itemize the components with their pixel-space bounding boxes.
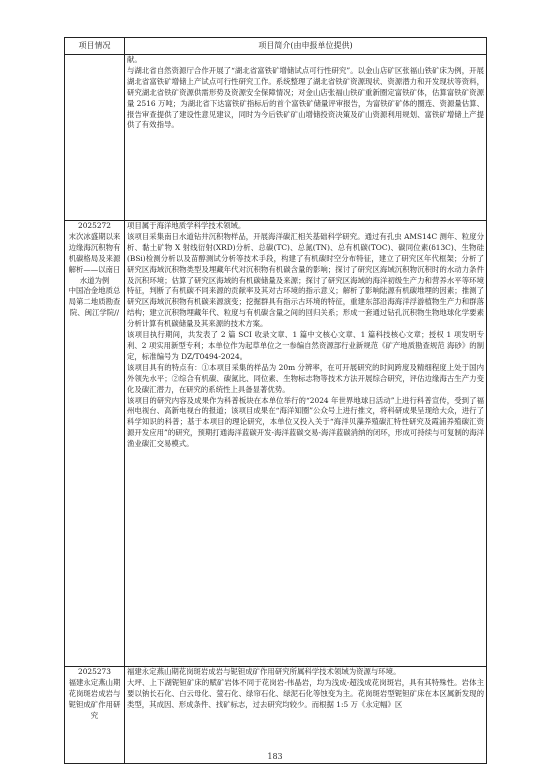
table-header-row [65,38,487,55]
summary-paragraph: 该项目采集南日水道钻井沉积物样品，开展海洋碳汇相关基础科学研究。通过有孔虫 AMS14C 测年、粒度分析、黏土矿物 X 射线衍射(XRD)分析、总碳(TC)、总氮(TN)、总有机碳(TOC)、碳同位素(δ13C)、生物硅(BSi)检测分析以及苗醇测试分析等技术手段，构建了有机碳时空分布特征，建立了研究区年代框架；分析了研究区海域沉积物类型及埋藏年代对沉积物有机碳含量的影响；探讨了研究区海域沉积物沉积时的水动力条件及沉积环境；估算了研究区海域的有机碳储量及来源；探讨了研究区海域的海洋初级生产力和营养水平等环境特征，判断了有机碳不同来源的贡献率及其对古环境的指示意义；解析了影响陆源有机碳堆埋的因素；推测了研究区海域沉积物有机碳来源演变；挖掘群具有指示古环境的特征，重建东部沿海海洋浮游植物生产力和群落结构；建立沉积物埋藏年代、粒度与有机碳含量之间的回归关系；形成一套通过钻孔沉积物生物地球化学要素分析计算有机碳储量及其来源的技术方案。 [127,231,484,329]
project-table [64,37,487,764]
summary-paragraph: 福建永定燕山期花岗斑岩成岩与铌钽成矿作用研究所属科学技术领域为资源与环境。 [127,667,401,676]
summary-paragraph: 该项目执行期间，共发表了 2 篇 SCI 收录文章、1 篇中文核心文章、1 篇科技核心文章；授权 1 项发明专利、2 项实用新型专利；本单位作为起草单位之一参编自然资源部行业新规范《矿产地质勘查规范 海砂》的制定，标准编号为 DZ/T0494-2024。 [127,330,484,361]
project-info-cell [65,667,125,764]
summary-paragraph: 献。 [127,55,142,64]
table-row [65,667,487,764]
project-info-cell [65,221,125,667]
page-number: 183 [267,752,283,761]
header-project-summary: 项目简介(由申报单位提供) [125,38,487,55]
project-summary-cell [125,221,487,667]
summary-paragraph: 该项目的研究内容及成果作为科普板块在本单位举行的“2024 年世界地球日活动”上进行科普宣传，受到了福州电视台、高新电视台的报道；该项目成果在“海洋知圈”公众号上进行推文，将科研成果呈现给大众，进行了科学知识的科普；基于本项目的理论研究，本单位又投入关于“海洋贝藻养殖碳汇特性研究及霞浦养殖碳汇资源开发应用”的研究，预期打通海洋蓝碳开发-海洋蓝碳交易-海洋蓝碳消纳的闭环，形成可持续与可复制的海洋渔业碳汇交易模式。 [127,395,484,449]
summary-paragraph: 项目属于海洋地质学科学技术领域。 [127,221,246,230]
summary-paragraph: 与湖北省自然资源厅合作开展了“湖北省富铁矿增储试点可行性研究”。以金山店矿区张福山铁矿床为例，开展湖北省富铁矿增储上产试点可行性研究工作。系统整理了湖北省铁矿资源现状、资源潜力和开发现状等资料，研究湖北省铁矿资源供需形势及资源安全保障情况；对金山店张福山铁矿重新圈定富铁矿体，估算富铁矿资源量 2516 万吨；为湖北省下达富铁矿指标后的首个富铁矿储量评审报告，为富铁矿矿体的圈连、资源量估算、报告审查提供了建设性意见建议，同时为今后铁矿矿山增储投资决策及矿山资源利用规划、富铁矿增储上产提供了有效指导。 [127,65,484,130]
project-summary-cell [125,667,487,764]
summary-paragraph: 该项目具有的特点有：①本项目采集的样品为 20m 分辨率，在可开展研究的时间跨度及精细程度上处于国内外领先水平；②综合有机碳、碳氮比、同位素、生物标志物等技术方法开展综合研究，评估边缘海古生产力变化及碳汇潜力，在研究的系统性上具备显著优势。 [127,362,484,394]
project-info-text: 2025272 末次冰盛期以来边缘海沉积物有机碳格局及来源解析——以南日水道为例 中国冶金地质总局第二地质勘查院、闽江学院// [68,221,121,318]
project-summary-cell [125,55,487,221]
project-info-cell [65,55,125,221]
table-row [65,221,487,667]
summary-paragraph: 大坪、上下湖铌钽矿床的赋矿岩体不同于花岗岩-伟晶岩，均为浅成-超浅成花岗斑岩，具有其特殊性。岩体主要以钠长石化、白云母化、萤石化、绿帘石化、绿泥石化等蚀变为主。花岗斑岩型铌钽矿床在本区属新发现的类型，其成因、形成条件、找矿标志，过去研究均较少。而根据 1:5 万《永定幅》区 [127,677,484,709]
header-project-info: 项目情况 [65,38,125,55]
table-row [65,55,487,221]
project-info-text: 2025273 福建永定燕山期花岗斑岩成岩与铌钽成矿作用研究 [68,667,121,720]
